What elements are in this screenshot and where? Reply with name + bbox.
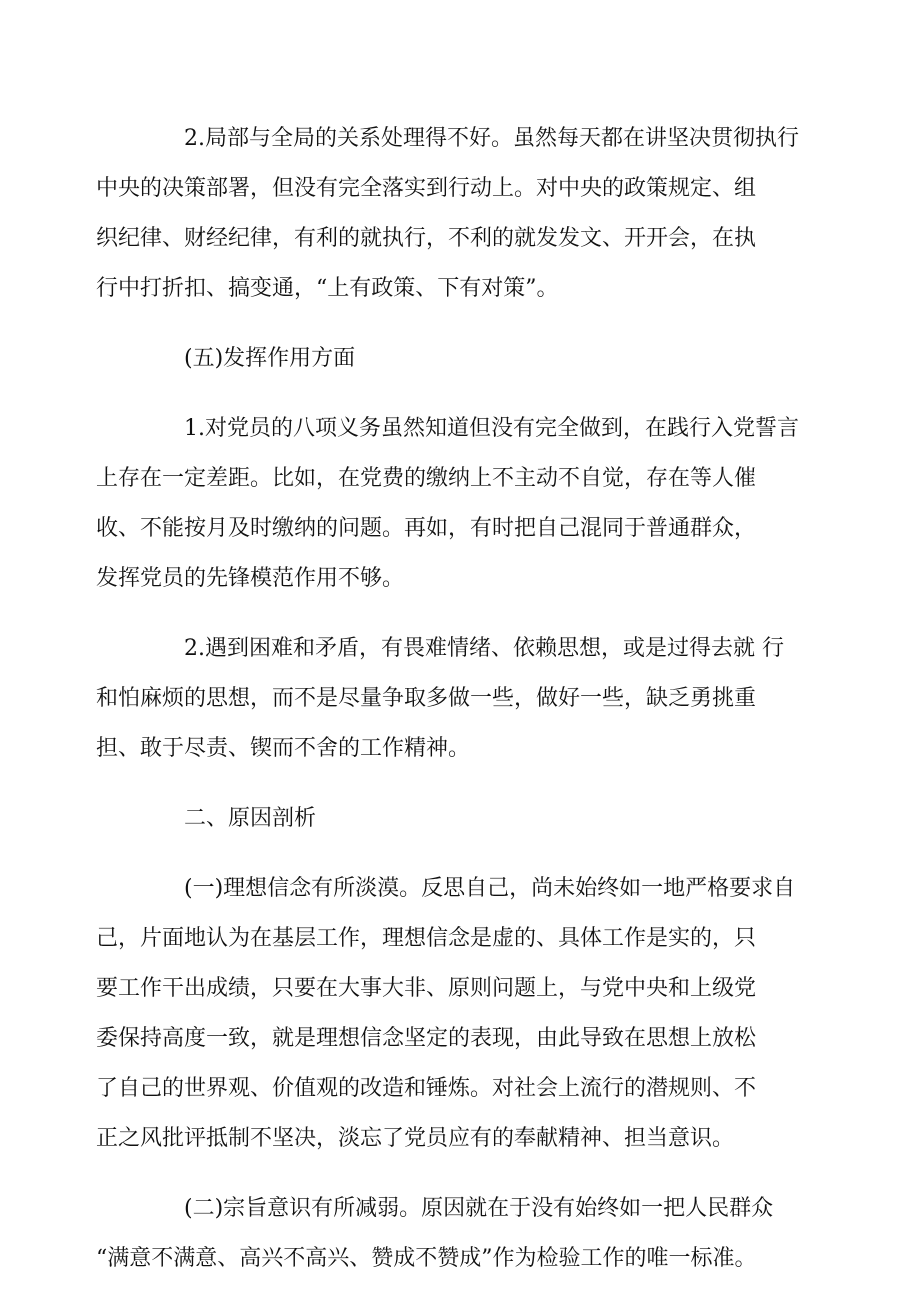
text-line: 己，片面地认为在基层工作，理想信念是虚的、具体工作是实的，只 (96, 926, 757, 951)
section-heading-five: (五)发挥作用方面 (184, 346, 356, 371)
text-line: 发挥党员的先锋模范作用不够。 (96, 566, 405, 591)
text-line: 了自己的世界观、价值观的改造和锤炼。对社会上流行的潜规则、不 (96, 1076, 757, 1101)
text-line: 行中打折扣、搞变通，“上有政策、下有对策”。 (96, 276, 559, 301)
text-line: “满意不满意、高兴不高兴、赞成不赞成”作为检验工作的唯一标准。 (96, 1246, 757, 1271)
text-line: 正之风批评抵制不坚决，淡忘了党员应有的奉献精神、担当意识。 (96, 1126, 735, 1151)
text-line: 2.局部与全局的关系处理得不好。虽然每天都在讲坚决贯彻执行 (184, 126, 799, 151)
text-line: 委保持高度一致，就是理想信念坚定的表现，由此导致在思想上放松 (96, 1026, 757, 1051)
text-line: 中央的决策部署，但没有完全落实到行动上。对中央的政策规定、组 (96, 176, 757, 201)
text-line: 1.对党员的八项义务虽然知道但没有完全做到，在践行入党誓言 (184, 416, 799, 441)
paragraph-eight-duties (96, 404, 799, 604)
text-line: 2.遇到困难和矛盾，有畏难情绪、依赖思想，或是过得去就 行 (184, 636, 784, 661)
text-line: 上存在一定差距。比如，在党费的缴纳上不主动不自觉，存在等人催 (96, 466, 757, 491)
paragraph-purpose-awareness (96, 1184, 782, 1284)
text-line: 织纪律、财经纪律，有利的就执行，不利的就发发文、开开会，在执 (96, 226, 757, 251)
text-line: 和怕麻烦的思想，而不是尽量争取多做一些，做好一些，缺乏勇挑重 (96, 686, 757, 711)
text-line: 担、敢于尽责、锲而不舍的工作精神。 (96, 736, 471, 761)
paragraph-local-vs-overall (96, 114, 799, 314)
paragraph-difficulties (96, 624, 784, 774)
text-line: (一)理想信念有所淡漠。反思自己，尚未始终如一地严格要求自 (184, 876, 796, 901)
document-body (96, 114, 799, 1304)
paragraph-ideals-faith (96, 864, 796, 1164)
text-line: 收、不能按月及时缴纳的问题。再如，有时把自己混同于普通群众， (96, 516, 757, 541)
text-line: (二)宗旨意识有所减弱。原因就在于没有始终如一把人民群众 (184, 1196, 774, 1221)
text-line: 要工作干出成绩，只要在大事大非、原则问题上，与党中央和上级党 (96, 976, 757, 1001)
section-heading-cause-analysis: 二、原因剖析 (184, 806, 317, 831)
